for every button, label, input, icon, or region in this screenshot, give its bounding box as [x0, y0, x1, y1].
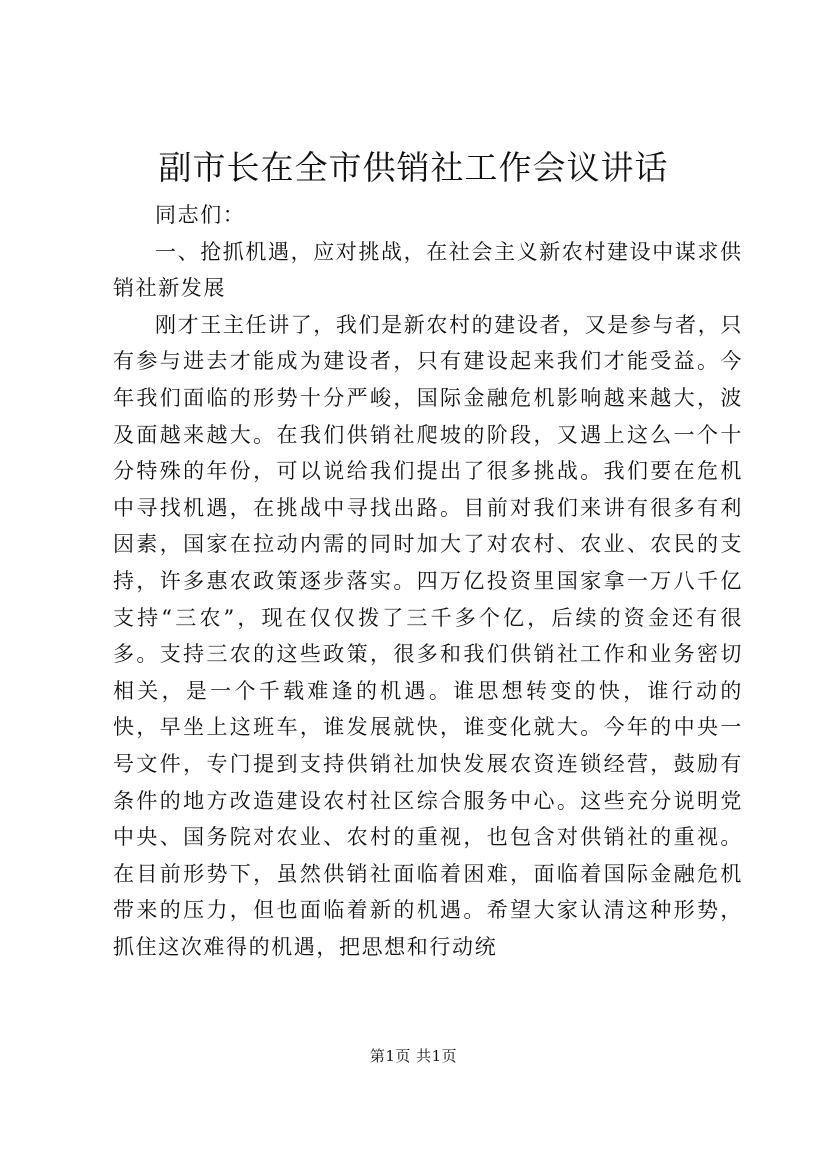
body-paragraph: 刚才王主任讲了，我们是新农村的建设者，又是参与者，只有参与进去才能成为建设者，只有建设起来我们才能受益。今年我们面临的形势十分严峻，国际金融危机影响越来越大，波及面越来越大。在我们供销社爬坡的阶段，又遇上这么一个十分特殊的年份，可以说给我们提出了很多挑战。我们要在危机中寻找机遇，在挑战中寻找出路。目前对我们来讲有很多有利因素，国家在拉动内需的同时加大了对农村、农业、农民的支持，许多惠农政策逐步落实。四万亿投资里国家拿一万八千亿支持“三农”，现在仅仅拨了三千多个亿，后续的资金还有很多。支持三农的这些政策，很多和我们供销社工作和业务密切相关，是一个千载难逢的机遇。谁思想转变的快，谁行动的快，早坐上这班车，谁发展就快，谁变化就大。今年的中央一号文件，专门提到支持供销社加快发展农资连锁经营，鼓励有条件的地方改造建设农村社区综合服务中心。这些充分说明党中央、国务院对农业、农村的重视，也包含对供销社的重视。在目前形势下，虽然供销社面临着困难，面临着国际金融危机带来的压力，但也面临着新的机遇。希望大家认清这种形势，抓住这次难得的机遇，把思想和行动统 [113, 312, 743, 959]
document-title: 副市长在全市供销社工作会议讲话 [158, 148, 669, 187]
document-body [113, 197, 743, 965]
page-footer: 第1页 共1页 [369, 1047, 458, 1065]
salutation: 同志们： [155, 203, 246, 227]
section-heading: 一、抢抓机遇，应对挑战，在社会主义新农村建设中谋求供销社新发展 [113, 239, 743, 301]
